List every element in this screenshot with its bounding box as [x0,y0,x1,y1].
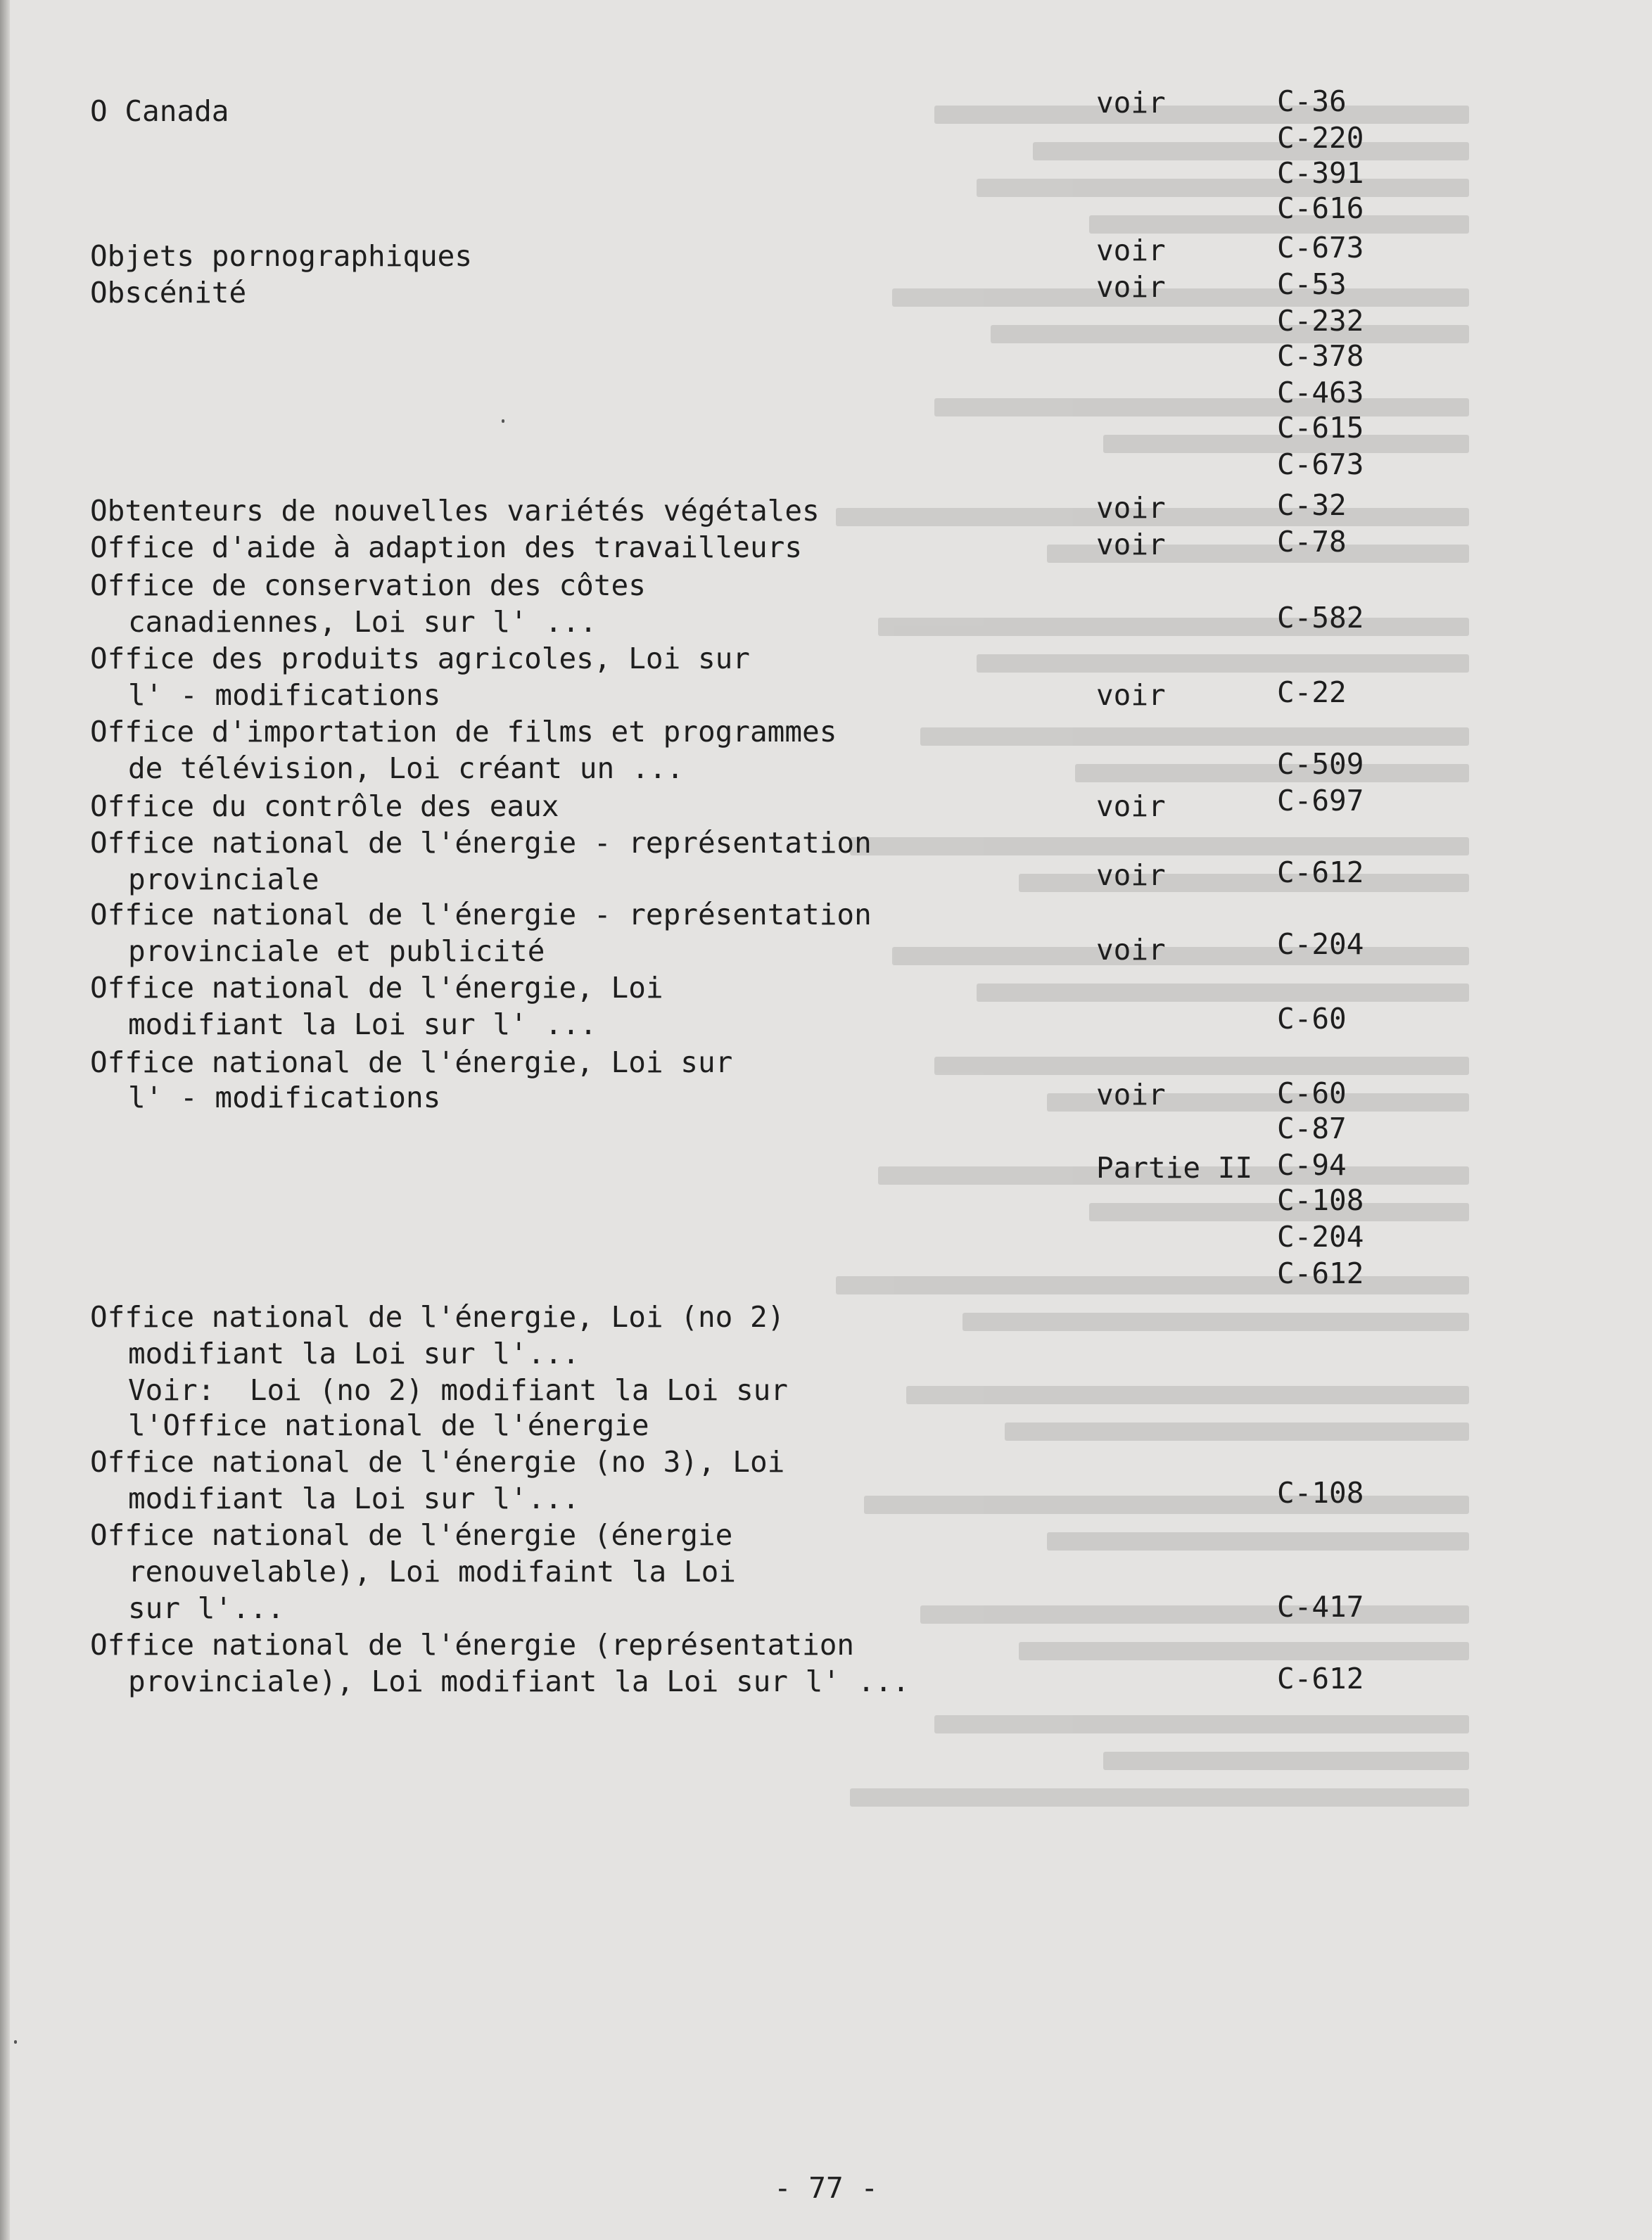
entry-line: de télévision, Loi créant un ... [128,751,684,785]
page-number: - 77 - [773,2171,879,2205]
voir-label: voir [1096,678,1166,712]
bill-code: C-582 [1277,601,1364,635]
entry-line: l' - modifications [128,1081,441,1114]
entry-line: Office national de l'énergie, Loi sur [90,1045,733,1079]
bill-code: C-60 [1277,1002,1347,1036]
bill-code: C-60 [1277,1076,1347,1110]
entry-line: canadiennes, Loi sur l' ... [128,605,597,639]
entry-line: Office d'importation de films et programmes [90,715,837,749]
entry-line: Office national de l'énergie, Loi [90,971,663,1005]
bill-code-column [1277,0,1364,1695]
voir-label: voir [1096,86,1166,120]
page-edge-shadow [0,0,10,2240]
voir-label: voir [1096,858,1166,892]
bill-code: C-204 [1277,1220,1364,1254]
entry-line: Objets pornographiques [90,239,473,273]
bill-code: C-108 [1277,1183,1364,1217]
bill-code: C-78 [1277,525,1347,559]
entry-line: Office de conservation des côtes [90,568,646,602]
entry-column [90,0,910,1698]
bill-code: C-616 [1277,191,1364,225]
see-also-line: l'Office national de l'énergie [128,1408,649,1442]
voir-label: voir [1096,789,1166,823]
entry-line: provinciale [128,863,319,896]
bill-code: C-204 [1277,927,1364,961]
entry-line: Office national de l'énergie (représentation [90,1628,855,1662]
entry-line: modifiant la Loi sur l'... [128,1482,580,1515]
entry-line: l' - modifications [128,678,441,712]
bill-code: C-417 [1277,1590,1364,1624]
bill-code: C-673 [1277,231,1364,265]
bill-code: C-673 [1277,447,1364,481]
voir-label: voir [1096,491,1166,525]
bill-code: C-232 [1277,304,1364,338]
voir-label: voir [1096,1078,1166,1112]
bill-code: C-612 [1277,855,1364,889]
voir-label: voir [1096,270,1166,304]
entry-line: provinciale), Loi modifiant la Loi sur l' ... [128,1665,910,1698]
bill-code: C-615 [1277,411,1364,445]
entry-line: Office national de l'énergie (énergie [90,1518,733,1552]
entry-line: Obtenteurs de nouvelles variétés végétales [90,494,820,528]
entry-line: O Canada [90,94,229,128]
entry-line: Office d'aide à adaption des travailleurs [90,530,803,564]
bill-code: C-108 [1277,1476,1364,1510]
voir-label: voir [1096,933,1166,967]
see-also-line: Voir: Loi (no 2) modifiant la Loi sur [128,1373,788,1407]
entry-line: Obscénité [90,276,247,310]
bill-code: C-87 [1277,1112,1347,1145]
entry-line: renouvelable), Loi modifaint la Loi [128,1555,736,1589]
entry-line: Office national de l'énergie, Loi (no 2) [90,1300,785,1334]
reference-type-column [1096,0,1253,1185]
voir-label: voir [1096,528,1166,561]
bill-code: C-53 [1277,267,1347,301]
entry-line: Office national de l'énergie - représentation [90,898,872,931]
entry-line: Office des produits agricoles, Loi sur [90,642,750,675]
voir-label: voir [1096,234,1166,267]
bill-code: C-697 [1277,784,1364,817]
entry-line: sur l'... [128,1591,285,1625]
entry-line: Office national de l'énergie (no 3), Loi [90,1445,785,1479]
bill-code: C-22 [1277,675,1347,709]
bill-code: C-509 [1277,747,1364,781]
paper-speck [502,419,504,423]
partie-label: Partie II [1096,1151,1253,1185]
bill-code: C-220 [1277,121,1364,155]
bill-code: C-36 [1277,84,1347,118]
bill-code: C-32 [1277,488,1347,522]
entry-line: modifiant la Loi sur l'... [128,1337,580,1370]
bill-code: C-94 [1277,1148,1347,1182]
bill-code: C-463 [1277,376,1364,409]
entry-line: Office national de l'énergie - représentation [90,826,872,860]
entry-line: Office du contrôle des eaux [90,789,559,823]
entry-line: provinciale et publicité [128,934,545,968]
paper-speck [14,2040,17,2044]
bill-code: C-612 [1277,1256,1364,1290]
entry-line: modifiant la Loi sur l' ... [128,1007,597,1041]
bill-code: C-391 [1277,156,1364,190]
bill-code: C-378 [1277,339,1364,373]
bill-code: C-612 [1277,1662,1364,1695]
